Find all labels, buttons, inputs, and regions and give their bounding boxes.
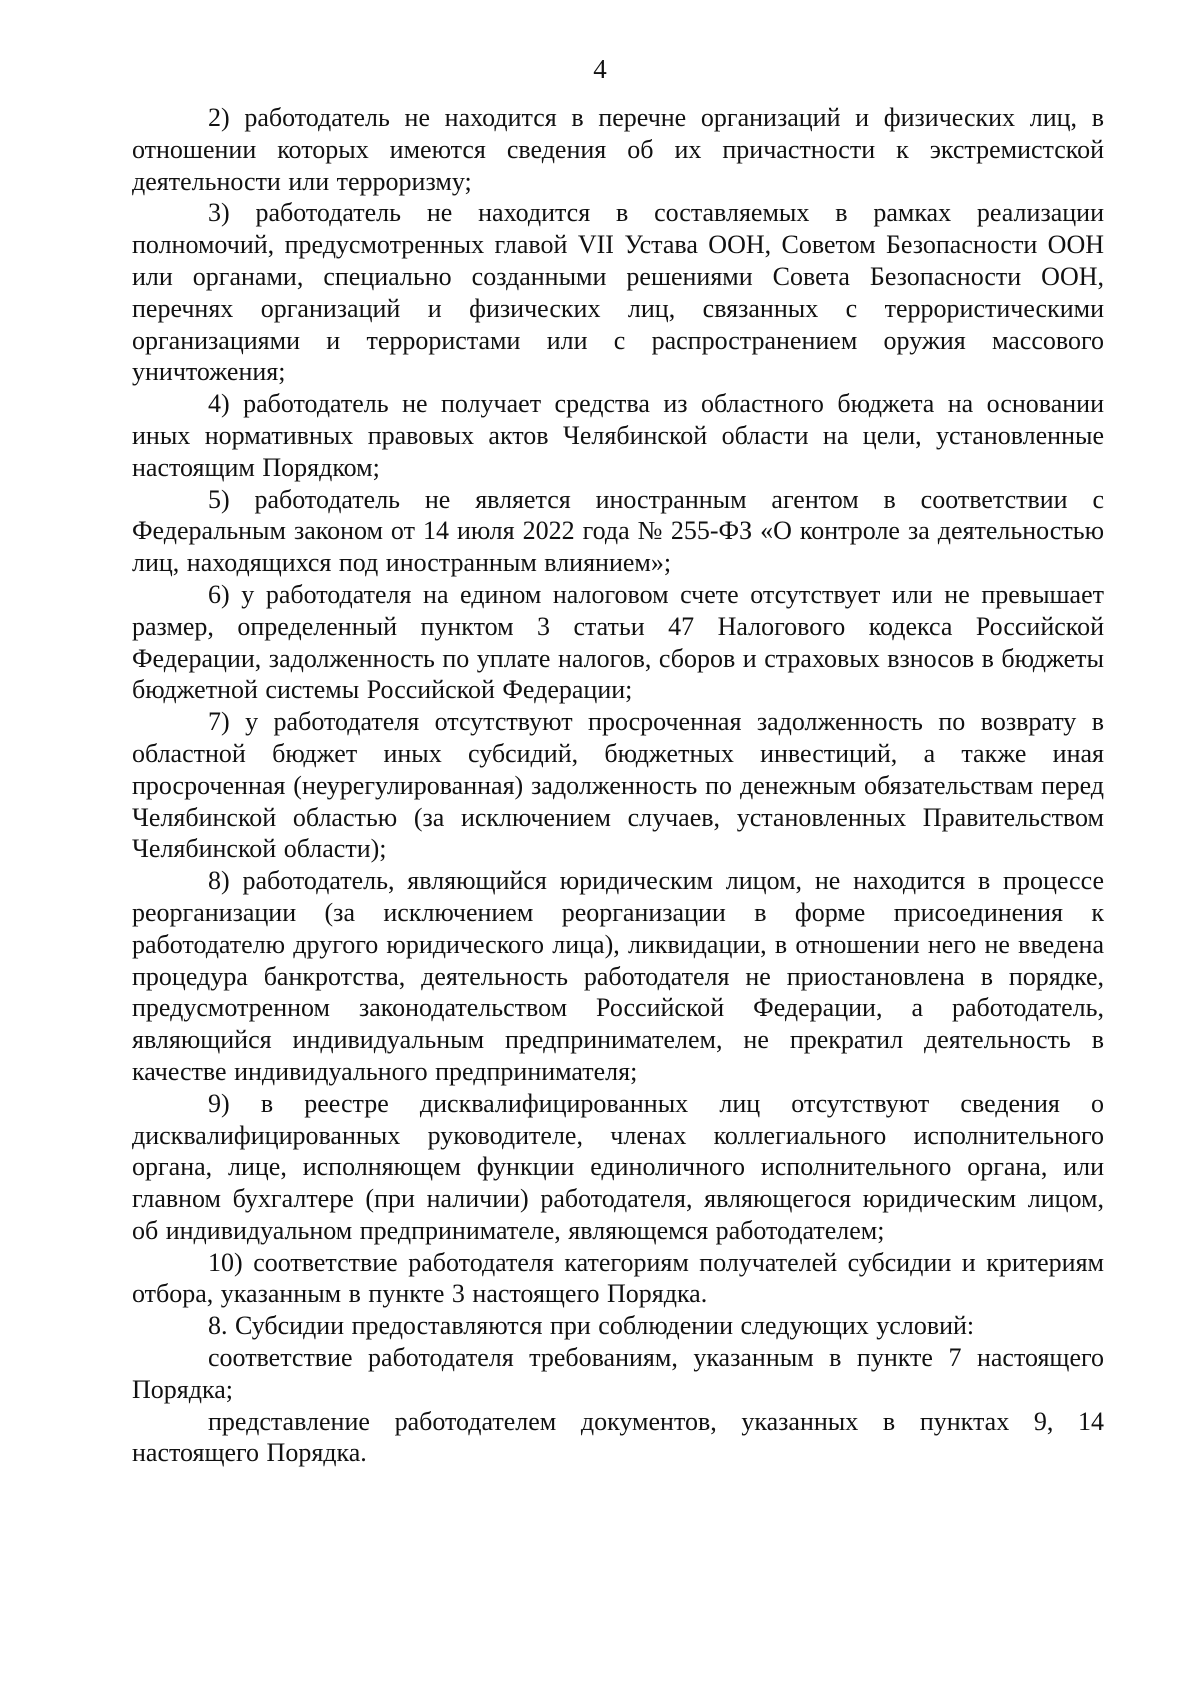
condition-requirements: соответствие работодателя требованиям, указанным в пункте 7 настоящего Порядка; (132, 1343, 1104, 1404)
paragraph-item-8: 8) работодатель, являющийся юридическим лицом, не находится в процессе реорганизации (за исключением реорганизации в форме присоединения к работодателю другого юридического лица), ликвидации, в отношении него не введена процедура банкротства, деятельность работодателя не приостановлена в порядке, предусмотренном законодательством Российской Федерации, а работодатель, являющийся индивидуальным предпринимателем, не прекратил деятельность в качестве индивидуального предпринимателя; (132, 866, 1104, 1086)
section-8-heading: 8. Субсидии предоставляются при соблюдении следующих условий: (208, 1311, 975, 1341)
condition-documents: представление работодателем документов, указанных в пунктах 9, 14 настоящего Порядка. (132, 1406, 1104, 1468)
paragraph-item-2: 2) работодатель не находится в перечне организаций и физических лиц, в отношении которых имеются сведения об их причастности к экстремистской деятельности или терроризму; (132, 103, 1104, 196)
paragraph-item-5: 5) работодатель не является иностранным агентом в соответствии с Федеральным законом от 14 июля 2022 года № 255-ФЗ «О контроле за деятельностью лиц, находящихся под иностранным влиянием»; (132, 484, 1104, 578)
page-number: 4 (593, 54, 607, 84)
paragraph-item-3: 3) работодатель не находится в составляемых в рамках реализации полномочий, предусмотренных главой VII Устава ООН, Советом Безопасности ООН или органами, специально созданными решениями Совета Безопасности ООН, перечнях организаций и физических лиц, связанных с террористическими организациями и террористами или с распространением оружия массового уничтожения; (132, 198, 1104, 387)
paragraph-item-7: 7) у работодателя отсутствуют просроченная задолженность по возврату в областной бюджет иных субсидий, бюджетных инвестиций, а также иная просроченная (неурегулированная) задолженность по денежным обязательствам перед Челябинской областью (за исключением случаев, установленных Правительством Челябинской области); (132, 707, 1104, 864)
paragraph-item-6: 6) у работодателя на едином налоговом счете отсутствует или не превышает размер, определенный пунктом 3 статьи 47 Налогового кодекса Российской Федерации, задолженность по уплате налогов, сборов и страховых взносов в бюджеты бюджетной системы Российской Федерации; (132, 579, 1104, 705)
paragraph-item-4: 4) работодатель не получает средства из областного бюджета на основании иных нормативных правовых актов Челябинской области на цели, установленные настоящим Порядком; (132, 389, 1104, 482)
paragraph-item-9: 9) в реестре дисквалифицированных лиц отсутствуют сведения о дисквалифицированных руководителе, членах коллегиального исполнительного органа, лице, исполняющем функции единоличного исполнительного органа, или главном бухгалтере (при наличии) работодателя, являющегося юридическим лицом, об индивидуальном предпринимателе, являющемся работодателем; (132, 1088, 1104, 1245)
document-body (132, 102, 1104, 1469)
paragraph-item-10: 10) соответствие работодателя категориям получателей субсидии и критериям отбора, указанным в пункте 3 настоящего Порядка. (132, 1247, 1104, 1309)
